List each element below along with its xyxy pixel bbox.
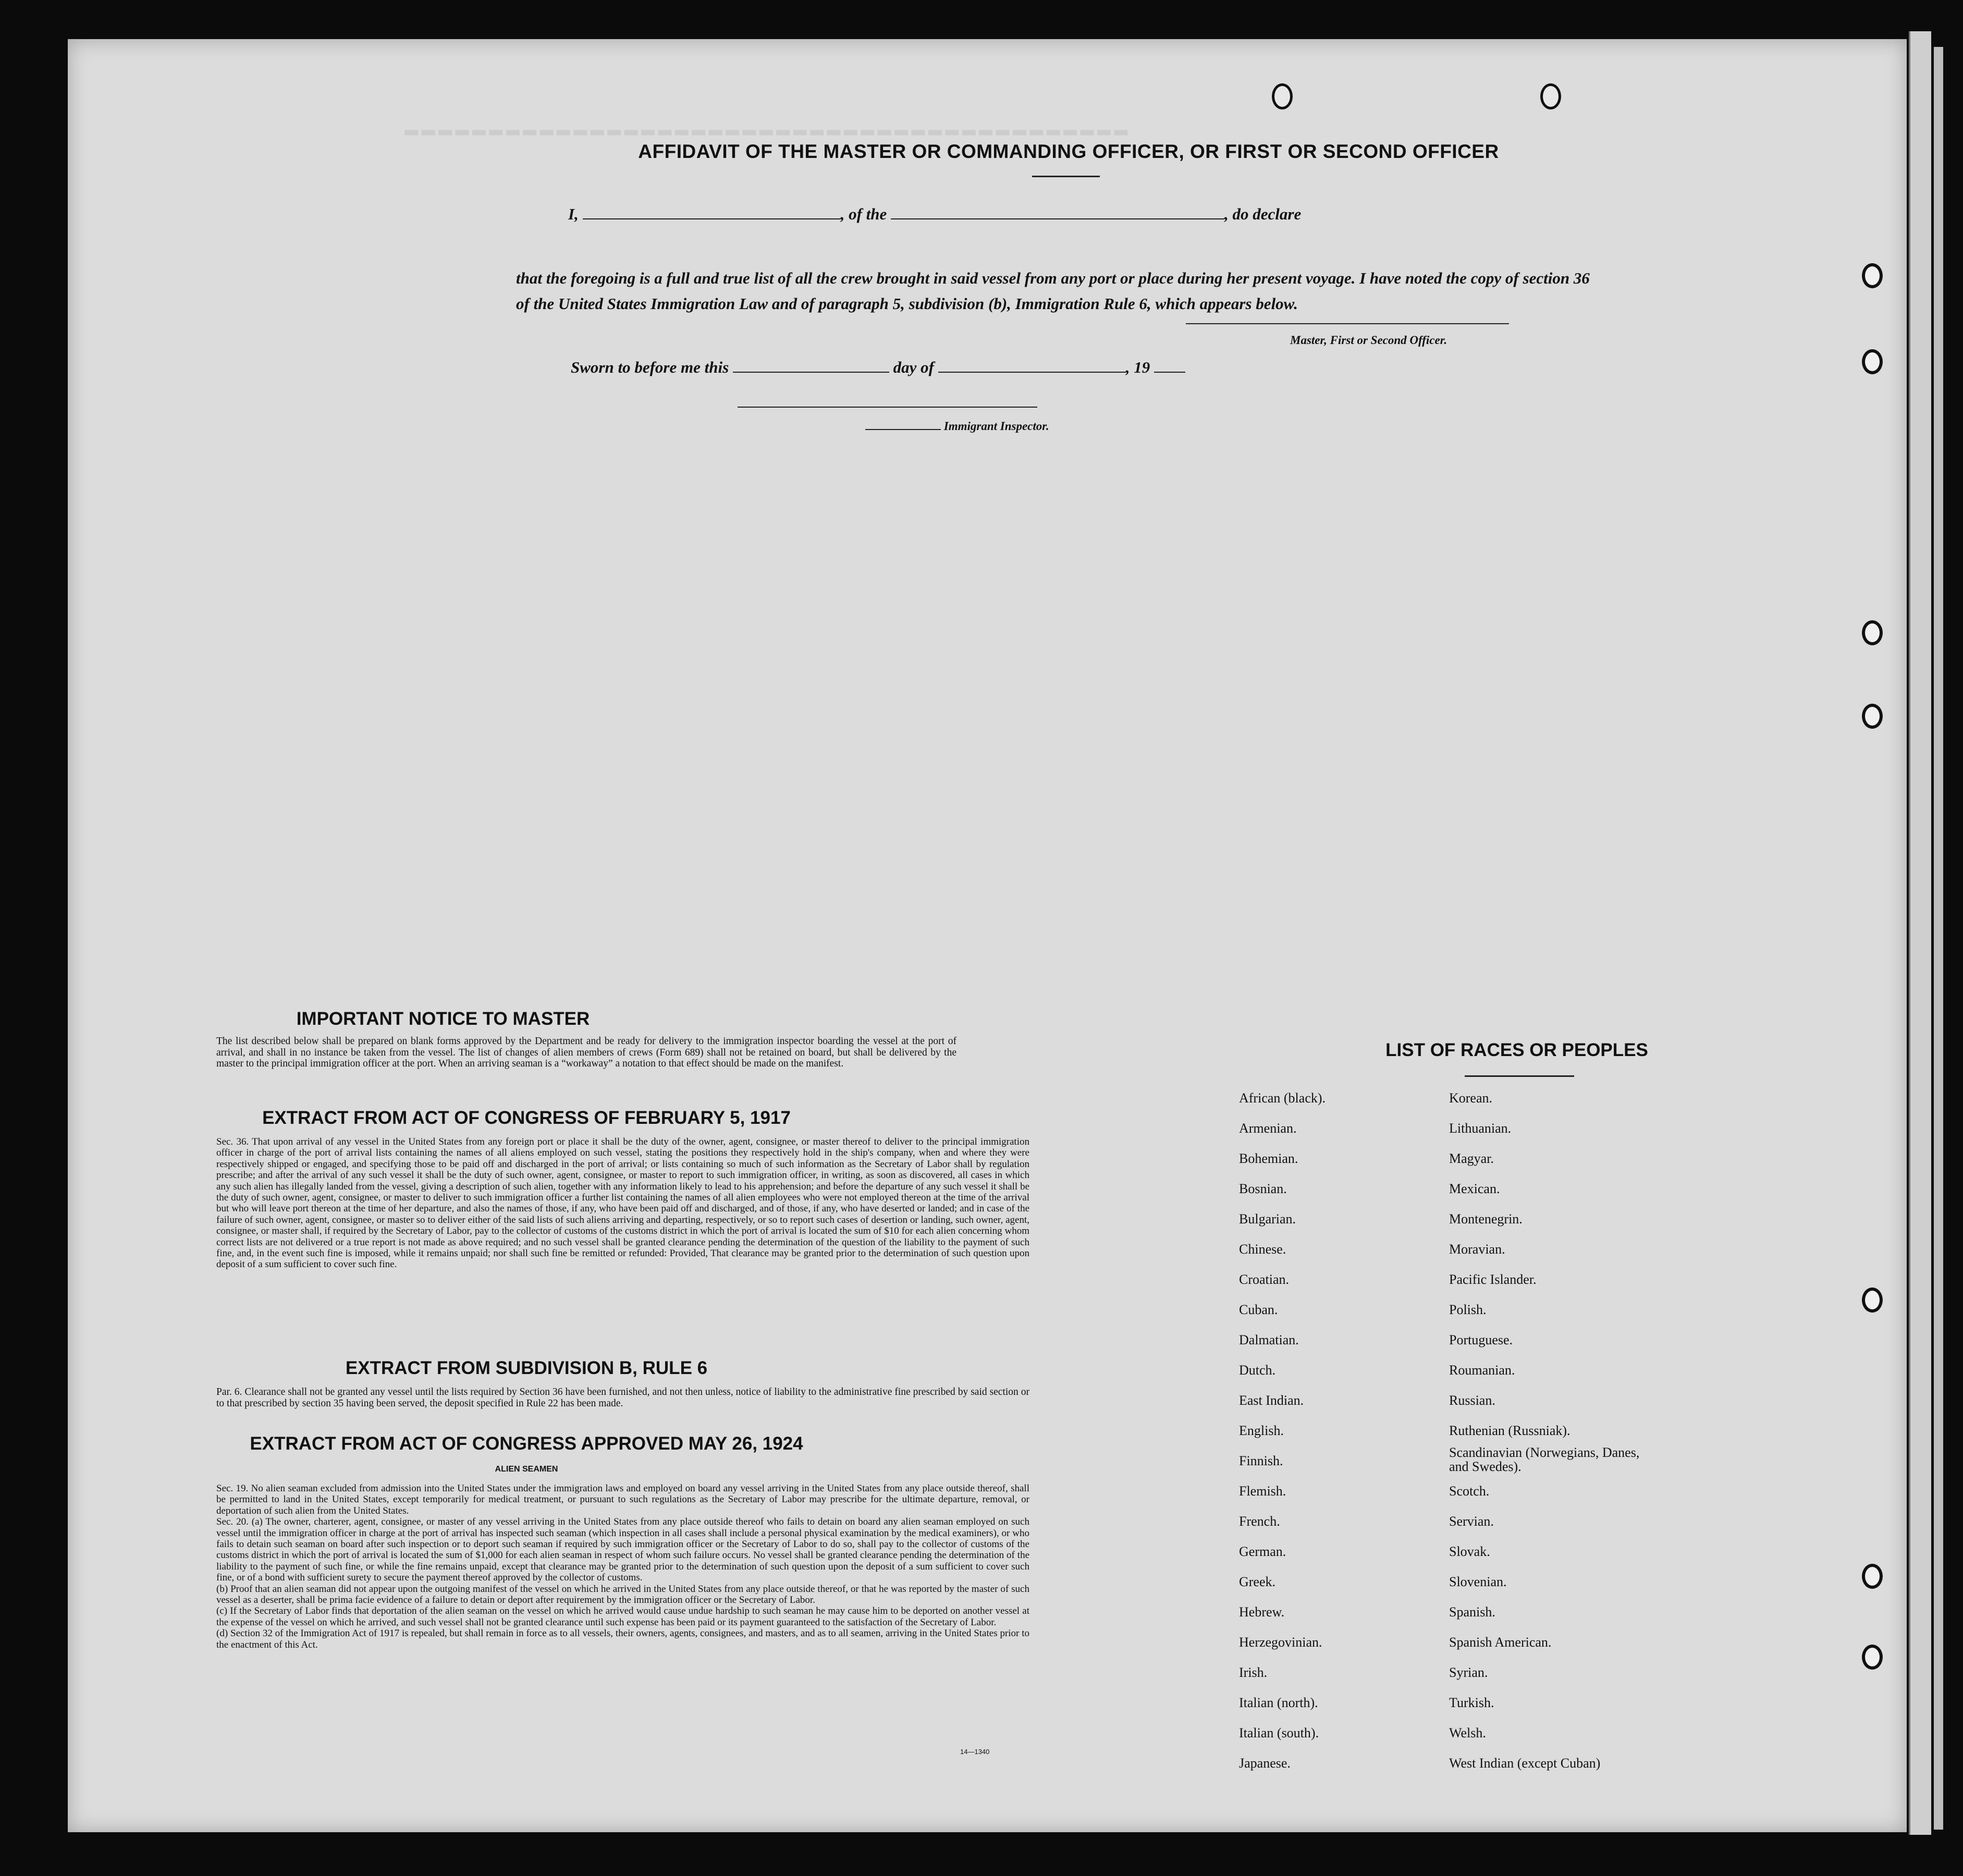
race-item: Dutch. — [1239, 1363, 1276, 1378]
inspector-signature-blank[interactable] — [738, 407, 1037, 408]
document-page: ▬▬▬▬▬▬▬▬▬▬▬▬▬▬▬▬▬▬▬▬▬▬▬▬▬▬▬▬▬▬▬▬▬▬▬▬▬▬▬▬▬▬▬ AFFIDAVIT OF THE MASTER OR COMMANDING OFFICER, OR FIRST OR SECOND OFFICER I, , of the , do declare that the foregoing is a full and true list of all the crew brought in said vessel from any port or place during her present voyage. I have noted the copy of section 36 of the United States Immigration Law and of paragraph 5, subdivision (b), Immigration Rule 6, which appears below. Master, First or Second Officer. Sworn to before me this day of , 19 Immigrant Inspector. IMPORTANT NOTICE TO MASTER The list described below shall be prepared on blank forms approved by the Department and be ready for delivery to the immigration inspector boarding the vessel at the port of arrival, and shall in no instance be taken from the vessel. The list of changes of alien members of crews (Form 689) shall not be retained on board, but shall be delivered by the master to the principal immigration officer at the port. When an arriving seaman is a “workaway” a notation to that effect should be made on the manifest. EXTRACT FROM ACT OF CONGRESS OF FEBRUARY 5, 1917 Sec. 36. That upon arrival of any vessel in the United States from any foreign port or place it shall be the duty of the owner, agent, consignee, or master thereof to deliver to the principal immigration officer in charge of the port of arrival lists containing the names of all aliens employed on such vessel, stating the positions they respectively hold in the ship's company, when and where they were respectively shipped or engaged, and specifying those to be paid off and discharged in the port of arrival; or lists containing so much of such information as the Secretary of Labor shall by regulation prescribe; and after the arrival of any such vessel it shall be the duty of such owner, agent, consignee, or master to report to such immigration officer, in writing, as soon as discovered, all cases in which any such alien has illegally landed from the vessel, giving a description of such alien, together with any information likely to lead to his apprehension; and before the departure of any such vessel it shall be the duty of such owner, agent, consignee, or master to deliver to such immigration officer a further list containing the names of all alien employees who were not employed thereon at the time of the arrival but who will leave port thereon at the time of her departure, and also the names of those, if any, who have been paid off and discharged, and of those, if any, who have deserted or landed; and in case of the failure of such owner, agent, consignee, or master so to deliver either of the said lists of such aliens arriving and departing, respectively, or so to report such cases of desertion or landing, such owner, agent, consignee, or master shall, if required by the Secretary of Labor, pay to the collector of customs of the customs district in which the port of arrival is located the sum of $10 for each alien concerning whom correct lists are not delivered or a true report is not made as above required; and no such vessel shall be granted clearance pending the determination of the question of the liability to the payment of such fine, and, in the event such fine is imposed, while it remains unpaid; nor shall such fine be remitted or refunded: Provided, That clearance may be granted prior to the determination of such question upon deposit of a sum sufficient to cover such fine. EXTRACT FROM SUBDIVISION B, RULE 6 Par. 6. Clearance shall not be granted any vessel until the lists required by Section 36 have been furnished, and not then unless, notice of liability to the administrative fine prescribed by said section or to that prescribed by section 35 having been served, the deposit specified in Rule 22 has been made. EXTRACT FROM ACT OF CONGRESS APPROVED MAY 26, 1924 ALIEN SEAMEN Sec. 19. No alien seaman excluded from admission into the United States under the immigration laws and employed on board any vessel arriving in the United States from any place outside thereof, shall be permitted to land in the United States, except temporarily for medical treatment, or pursuant to such regulations as the Secretary of Labor may prescribe for the ultimate departure, removal, or deportation of such alien from the United States. Sec. 20. (a) The owner, charterer, agent, consignee, or master of any vessel arriving in the United States from any place outside thereof who fails to detain on board any alien seaman employed on such vessel until the immigration officer in charge at the port of arrival has inspected such seaman (which inspection in all cases shall include a personal physical examination by the medical examiners), or who fails to detain such seaman on board after such inspection or to deport such seaman if required by such immigration officer or the Secretary of Labor to do so, shall pay to the collector of customs of the customs district in which the port of arrival is located the sum of $1,000 for each alien seaman in respect of whom such failure occurs. No vessel shall be granted clearance pending the determination of the liability to the payment of such fine, or while the fine remains unpaid, except that clearance may be granted prior to the determination of such question upon the deposit of a sum sufficient to cover such fine, or of a bond with sufficient surety to secure the payment thereof approved by the collector of customs. (b) Proof that an alien seaman did not appear upon the outgoing manifest of the vessel on which he arrived in the United States from any place outside thereof, or that he was reported by the master of such vessel as a deserter, shall be prima facie evidence of a failure to detain or deport after requirement by the immigration officer or the Secretary of Labor. (c) If the Secretary of Labor finds that deportation of the alien seaman on the vessel on which he arrived would cause undue hardship to such seaman he may cause him to be deported on another vessel at the expense of the vessel on which he arrived, and such vessel shall not be granted clearance until such expense has been paid or its payment guaranteed to the satisfaction of the Secretary of Labor. (d) Section 32 of the Immigration Act of 1917 is repealed, but shall remain in force as to all vessels, their owners, agents, consignees, and masters, and as to all seamen, arriving in the United States prior to the enactment of this Act. 14—1340 LIST OF RACES OR PEOPLES African (black). Armenian. Bohemian. Bosnian. Bulgarian. Chinese. Croatian. Cuban. Dalmatian. Dutch. East Indian. English. Finnish. Flemish. French. German. Greek. Hebrew. Herzegovinian. Irish. Italian (north). Italian (south). Japanese. Korean. Lithuanian. Magyar. Mexican. Montenegrin. Moravian. Pacific Islander. Polish. Portuguese. Roumanian. Russian. Ruthenian (Russniak). Scandinavian (Norwegians, Danes, and Swedes). Scotch. Servian. Slovak. Slovenian. Spanish. Spanish American. Syrian. Turkish. Welsh. West Indian (except Cuban) — [68, 39, 1907, 1832]
form-number: 14—1340 — [960, 1748, 990, 1756]
extract-1924-sec19: Sec. 19. No alien seaman excluded from admission into the United States under the immigration laws and employed on board any vessel arriving in the United States from any place outside thereof, shall be permitted to land in the United States, except temporarily for medical treatment, or pursuant to such regulations as the Secretary of Labor may prescribe for the ultimate departure, removal, or deportation of such alien from the United States. — [216, 1483, 1029, 1516]
race-item: Syrian. — [1449, 1665, 1488, 1680]
race-item: Irish. — [1239, 1665, 1268, 1680]
extract-1924-sec20c: (c) If the Secretary of Labor finds that deportation of the alien seaman on the vessel on which he arrived would cause undue hardship to such seaman he may cause him to be deported on another vessel at the expense of the vessel on which he arrived, and such vessel shall not be granted clearance until such expense has been paid or its payment guaranteed to the satisfaction of the Secretary of Labor. — [216, 1605, 1029, 1628]
day-of-label: day of — [893, 358, 934, 376]
race-item: Polish. — [1449, 1302, 1487, 1317]
affidavit-title: AFFIDAVIT OF THE MASTER OR COMMANDING OFFICER, OR FIRST OR SECOND OFFICER — [638, 141, 1499, 162]
race-item: Magyar. — [1449, 1151, 1494, 1166]
race-item: Roumanian. — [1449, 1363, 1515, 1378]
race-item: Dalmatian. — [1239, 1332, 1299, 1347]
race-item: English. — [1239, 1423, 1284, 1438]
race-item: Flemish. — [1239, 1483, 1286, 1499]
race-item: Finnish. — [1239, 1453, 1283, 1468]
sworn-day-blank[interactable] — [733, 360, 889, 373]
year-label: , 19 — [1125, 358, 1150, 376]
race-item: African (black). — [1239, 1090, 1326, 1106]
race-item: Scotch. — [1449, 1483, 1490, 1499]
extract-1924-sec20a: Sec. 20. (a) The owner, charterer, agent, consignee, or master of any vessel arriving in the United States from any place outside thereof who fails to detain on board any alien seaman employed on such vessel until the immigration officer in charge at the port of arrival has inspected such seaman (which inspection in all cases shall include a personal physical examination by the medical examiners), or who fails to detain such seaman on board after such inspection or to deport such seaman if required by such immigration officer or the Secretary of Labor to do so, shall pay to the collector of customs of the customs district in which the port of arrival is located the sum of $1,000 for each alien seaman in respect of whom such failure occurs. No vessel shall be granted clearance pending the determination of the liability to the payment of such fine, or while the fine remains unpaid, except that clearance may be granted prior to the determination of such question upon the deposit of a sum sufficient to cover such fine, or of a bond with sufficient surety to secure the payment thereof approved by the collector of customs. — [216, 1516, 1029, 1584]
race-item: Lithuanian. — [1449, 1121, 1512, 1136]
race-item: German. — [1239, 1544, 1286, 1559]
inspector-label: Immigrant Inspector. — [943, 420, 1049, 433]
race-item: Croatian. — [1239, 1272, 1290, 1287]
of-the-label: , of the — [840, 205, 887, 223]
race-item: Montenegrin. — [1449, 1211, 1523, 1227]
page-edge — [1934, 47, 1943, 1830]
race-item: Slovenian. — [1449, 1574, 1507, 1589]
race-item: Italian (north). — [1239, 1695, 1318, 1710]
extract-1924-sec20b: (b) Proof that an alien seaman did not appear upon the outgoing manifest of the vessel on which he arrived in the United States from any place outside thereof, or that he was reported by the master of such vessel as a deserter, shall be prima facie evidence of a failure to detain or deport after requirement by the immigration officer or the Secretary of Labor. — [216, 1583, 1029, 1606]
sworn-month-blank[interactable] — [938, 360, 1126, 373]
race-item: Bohemian. — [1239, 1151, 1298, 1166]
i-label: I, — [568, 205, 579, 223]
race-item: Japanese. — [1239, 1756, 1291, 1771]
race-item: Portuguese. — [1449, 1332, 1513, 1347]
race-item: Servian. — [1449, 1514, 1494, 1529]
punch-hole — [1862, 704, 1883, 729]
extract-1924-sec20d: (d) Section 32 of the Immigration Act of 1917 is repealed, but shall remain in force as to all vessels, their owners, agents, consignees, and masters, and as to all seamen, arriving in the United States prior to the enactment of this Act. — [216, 1628, 1029, 1650]
race-item: Spanish American. — [1449, 1635, 1552, 1650]
race-item: Welsh. — [1449, 1725, 1486, 1740]
extract-1917-title: EXTRACT FROM ACT OF CONGRESS OF FEBRUARY 5, 1917 — [262, 1108, 791, 1128]
notice-title: IMPORTANT NOTICE TO MASTER — [296, 1009, 590, 1029]
extract-rule6-title: EXTRACT FROM SUBDIVISION B, RULE 6 — [345, 1358, 708, 1378]
title-rule — [1465, 1075, 1574, 1077]
master-signature-label: Master, First or Second Officer. — [1290, 334, 1447, 347]
vessel-blank[interactable] — [891, 207, 1224, 219]
race-item: East Indian. — [1239, 1393, 1304, 1408]
race-item: Turkish. — [1449, 1695, 1494, 1710]
race-item: Ruthenian (Russniak). — [1449, 1423, 1571, 1438]
race-item: Chinese. — [1239, 1242, 1286, 1257]
punch-hole — [1862, 263, 1883, 288]
race-item: French. — [1239, 1514, 1280, 1529]
affidavit-body: that the foregoing is a full and true list of all the crew brought in said vessel from any port or place during her present voyage. I have noted the copy of section 36 of the United States Immigration Law and of paragraph 5, subdivision (b), Immigration Rule 6, which appears below. — [516, 269, 1590, 313]
punch-hole — [1272, 83, 1293, 109]
inspector-line — [865, 420, 1049, 433]
inspector-blank[interactable] — [865, 422, 941, 430]
punch-hole — [1862, 349, 1883, 374]
extract-rule6-text: Par. 6. Clearance shall not be granted any vessel until the lists required by Section 36 have been furnished, and not then unless, notice of liability to the administrative fine prescribed by said section or to that prescribed by section 35 having been served, the deposit specified in Rule 22 has been made. — [216, 1387, 1029, 1409]
race-item: West Indian (except Cuban) — [1449, 1756, 1601, 1771]
extract-1924-body — [216, 1483, 1029, 1650]
extract-1924-subtitle: ALIEN SEAMEN — [495, 1465, 558, 1474]
race-item: Hebrew. — [1239, 1604, 1285, 1620]
name-blank[interactable] — [583, 207, 841, 219]
affidavit-declaration-line — [568, 205, 1301, 224]
race-item: Greek. — [1239, 1574, 1276, 1589]
punch-hole — [1862, 1564, 1883, 1589]
race-item: Bulgarian. — [1239, 1211, 1296, 1227]
race-item: Italian (south). — [1239, 1725, 1319, 1740]
punch-hole — [1862, 620, 1883, 645]
sworn-year-blank[interactable] — [1154, 360, 1185, 373]
sworn-line — [571, 358, 1185, 377]
punch-hole — [1862, 1645, 1883, 1670]
race-item: Mexican. — [1449, 1181, 1500, 1196]
notice-text: The list described below shall be prepared on blank forms approved by the Department and be ready for delivery to the immigration inspector boarding the vessel at the port of arrival, and shall in no instance be taken from the vessel. The list of changes of alien members of crews (Form 689) shall not be retained on board, but shall be delivered by the master to the principal immigration officer at the port. When an arriving seaman is a “workaway” a notation to that effect should be made on the manifest. — [216, 1036, 956, 1069]
sworn-label: Sworn to before me this — [571, 358, 729, 376]
race-item: Armenian. — [1239, 1121, 1297, 1136]
master-signature-blank[interactable] — [1186, 323, 1509, 324]
page-edge — [1909, 31, 1931, 1835]
extract-1924-title: EXTRACT FROM ACT OF CONGRESS APPROVED MAY 26, 1924 — [250, 1433, 803, 1454]
race-item: Spanish. — [1449, 1604, 1495, 1620]
race-item: Herzegovinian. — [1239, 1635, 1322, 1650]
punch-hole — [1862, 1288, 1883, 1313]
extract-1917-text: Sec. 36. That upon arrival of any vessel in the United States from any foreign port or place it shall be the duty of the owner, agent, consignee, or master thereof to deliver to the principal immigration officer in charge of the port of arrival lists containing the names of all aliens employed on such vessel, stating the positions they respectively hold in the ship's company, when and where they were respectively shipped or engaged, and specifying those to be paid off and discharged in the port of arrival; or lists containing so much of such information as the Secretary of Labor shall by regulation prescribe; and after the arrival of any such vessel it shall be the duty of such owner, agent, consignee, or master to report to such immigration officer, in writing, as soon as discovered, all cases in which any such alien has illegally landed from the vessel, giving a description of such alien, together with any information likely to lead to his apprehension; and before the departure of any such vessel it shall be the duty of such owner, agent, consignee, or master to deliver to such immigration officer a further list containing the names of all alien employees who were not employed thereon at the time of the arrival but who will leave port thereon at the time of her departure, and also the names of those, if any, who have been paid off and discharged, and of those, if any, who have deserted or landed; and in case of the failure of such owner, agent, consignee, or master so to deliver either of the said lists of such aliens arriving and departing, respectively, or so to report such cases of desertion or landing, such owner, agent, consignee, or master shall, if required by the Secretary of Labor, pay to the collector of customs of the customs district in which the port of arrival is located the sum of $10 for each alien concerning whom correct lists are not delivered or a true report is not made as above required; and no such vessel shall be granted clearance pending the determination of the question of the liability to the payment of such fine, and, in the event such fine is imposed, while it remains unpaid; nor shall such fine be remitted or refunded: Provided, That clearance may be granted prior to the determination of such question upon deposit of a sum sufficient to cover such fine. — [216, 1136, 1029, 1270]
title-rule — [1032, 176, 1100, 177]
races-title: LIST OF RACES OR PEOPLES — [1385, 1040, 1648, 1060]
race-item: Pacific Islander. — [1449, 1272, 1537, 1287]
race-item: Bosnian. — [1239, 1181, 1287, 1196]
race-item: Korean. — [1449, 1090, 1493, 1106]
race-item: Scandinavian (Norwegians, Danes, and Swedes). — [1449, 1445, 1640, 1474]
race-item: Russian. — [1449, 1393, 1495, 1408]
punch-hole — [1540, 83, 1561, 109]
race-item: Cuban. — [1239, 1302, 1278, 1317]
race-item: Moravian. — [1449, 1242, 1505, 1257]
race-item: Slovak. — [1449, 1544, 1490, 1559]
do-declare-label: , do declare — [1224, 205, 1302, 223]
